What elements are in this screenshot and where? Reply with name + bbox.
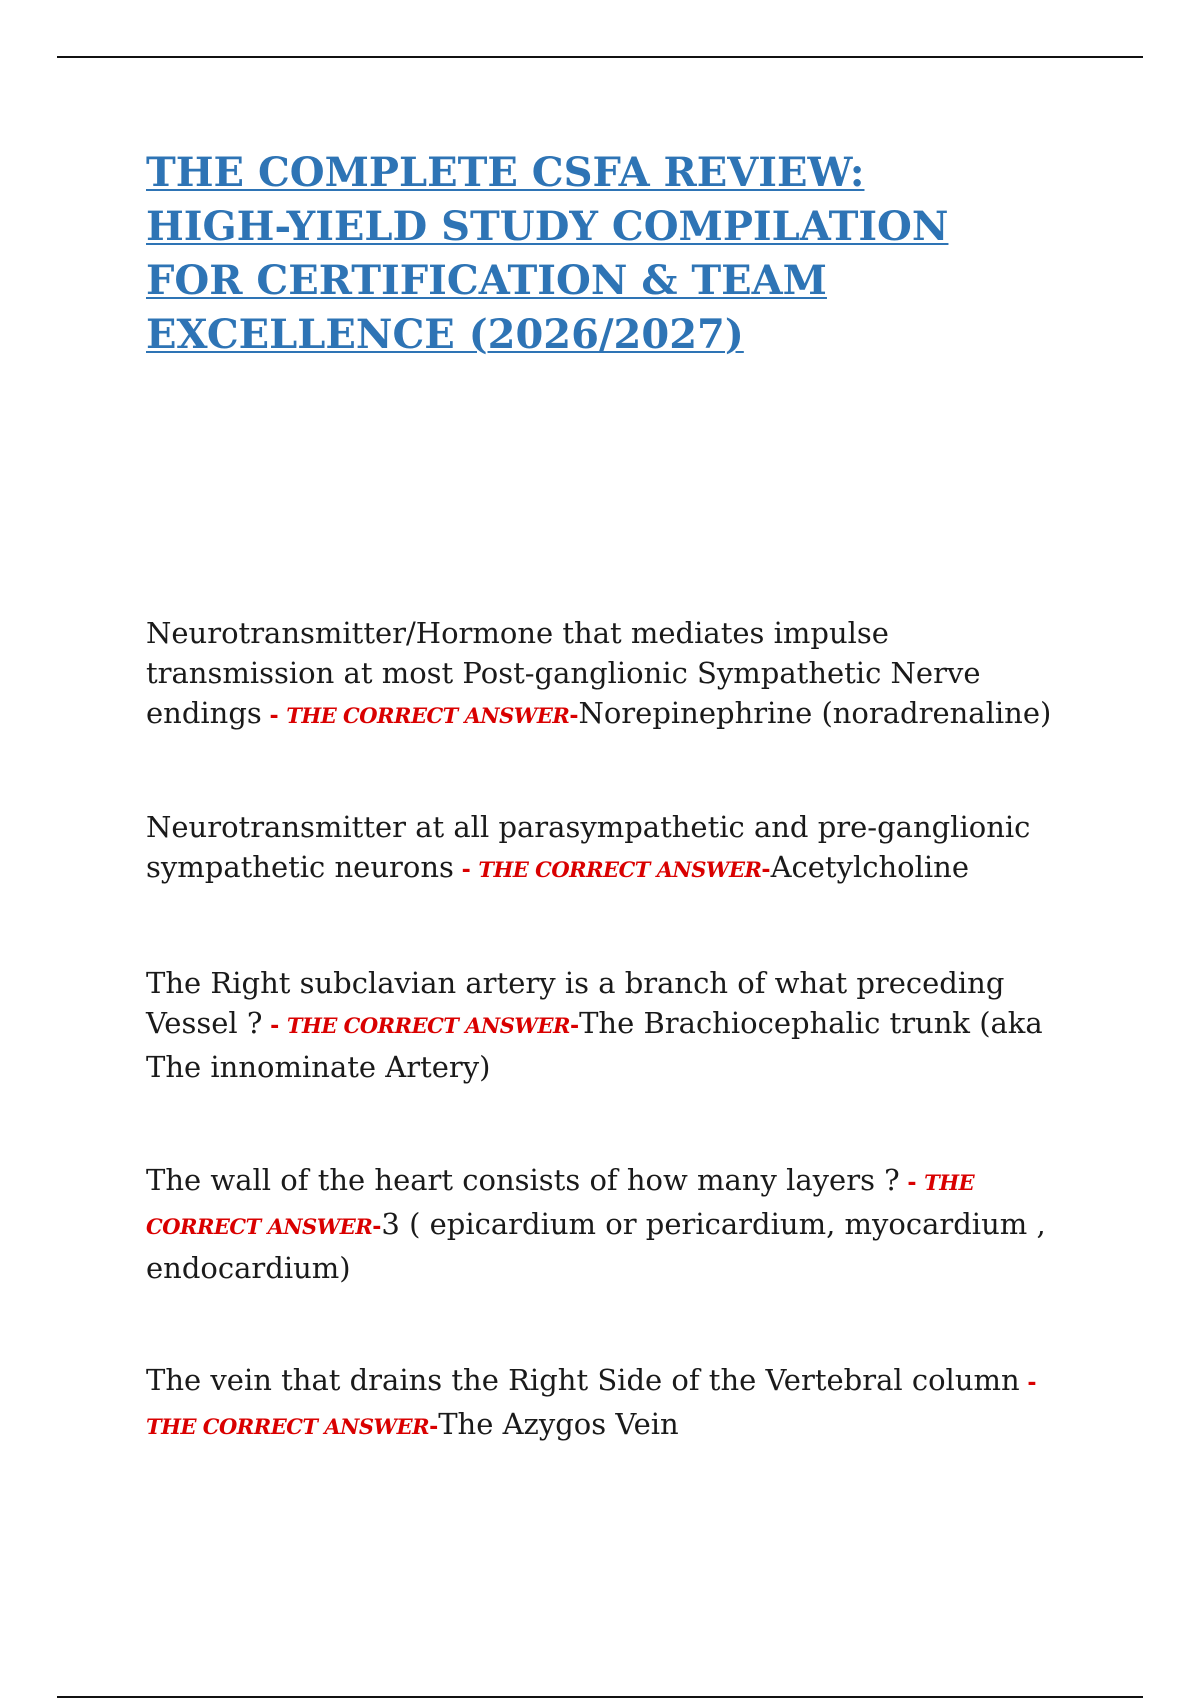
question-text: The vein that drains the Right Side of the Vertebral column bbox=[146, 1363, 1020, 1397]
document-title[interactable] bbox=[146, 146, 1086, 362]
answer-text: Acetylcholine bbox=[770, 850, 969, 884]
title-line-2: HIGH-YIELD STUDY COMPILATION bbox=[146, 203, 949, 250]
answer-separator: - bbox=[261, 704, 287, 729]
answer-dash: - bbox=[569, 704, 579, 729]
qa-item-4 bbox=[146, 1160, 1066, 1288]
correct-answer-tag: THE CORRECT ANSWER bbox=[478, 857, 762, 882]
answer-separator: - bbox=[899, 1171, 925, 1196]
title-line-4: EXCELLENCE (2026/2027) bbox=[146, 311, 744, 358]
qa-item-5 bbox=[146, 1360, 1066, 1448]
answer-dash: - bbox=[569, 1014, 580, 1039]
question-text: The Right subclavian artery is a branch of what preceding Vessel ? bbox=[146, 966, 1005, 1040]
question-text: The wall of the heart consists of how many layers ? bbox=[146, 1163, 900, 1197]
answer-separator: - bbox=[453, 858, 479, 883]
correct-answer-tag: THE CORRECT ANSWER bbox=[286, 703, 570, 728]
question-answer-list bbox=[146, 613, 1066, 1448]
header-rule bbox=[57, 56, 1143, 58]
answer-text: The Brachiocephalic trunk (aka The innominate Artery) bbox=[146, 1006, 1043, 1084]
answer-text: Norepinephrine (noradrenaline) bbox=[578, 696, 1052, 730]
correct-answer-tag: THE CORRECT ANSWER bbox=[146, 1170, 975, 1239]
answer-text: The Azygos Vein bbox=[438, 1407, 679, 1441]
correct-answer-tag: THE CORRECT ANSWER bbox=[286, 1013, 570, 1038]
qa-item-2 bbox=[146, 807, 1066, 891]
question-text: Neurotransmitter/Hormone that mediates impulse transmission at most Post-ganglionic Sympathetic Nerve endings bbox=[146, 616, 981, 730]
answer-dash: - bbox=[372, 1215, 382, 1240]
qa-item-3 bbox=[146, 963, 1066, 1087]
answer-separator: - bbox=[1019, 1371, 1037, 1396]
correct-answer-tag: THE CORRECT ANSWER bbox=[146, 1414, 430, 1439]
answer-dash: - bbox=[761, 858, 771, 883]
answer-separator: - bbox=[262, 1014, 287, 1039]
answer-dash: - bbox=[429, 1415, 439, 1440]
footer-rule bbox=[57, 1696, 1143, 1698]
title-line-1: THE COMPLETE CSFA REVIEW: bbox=[146, 149, 865, 196]
question-text: Neurotransmitter at all parasympathetic and pre-ganglionic sympathetic neurons bbox=[146, 810, 1031, 884]
qa-item-1 bbox=[146, 613, 1066, 737]
answer-text: 3 ( epicardium or pericardium, myocardium , endocardium) bbox=[146, 1207, 1046, 1285]
title-line-3: FOR CERTIFICATION & TEAM bbox=[146, 257, 827, 304]
